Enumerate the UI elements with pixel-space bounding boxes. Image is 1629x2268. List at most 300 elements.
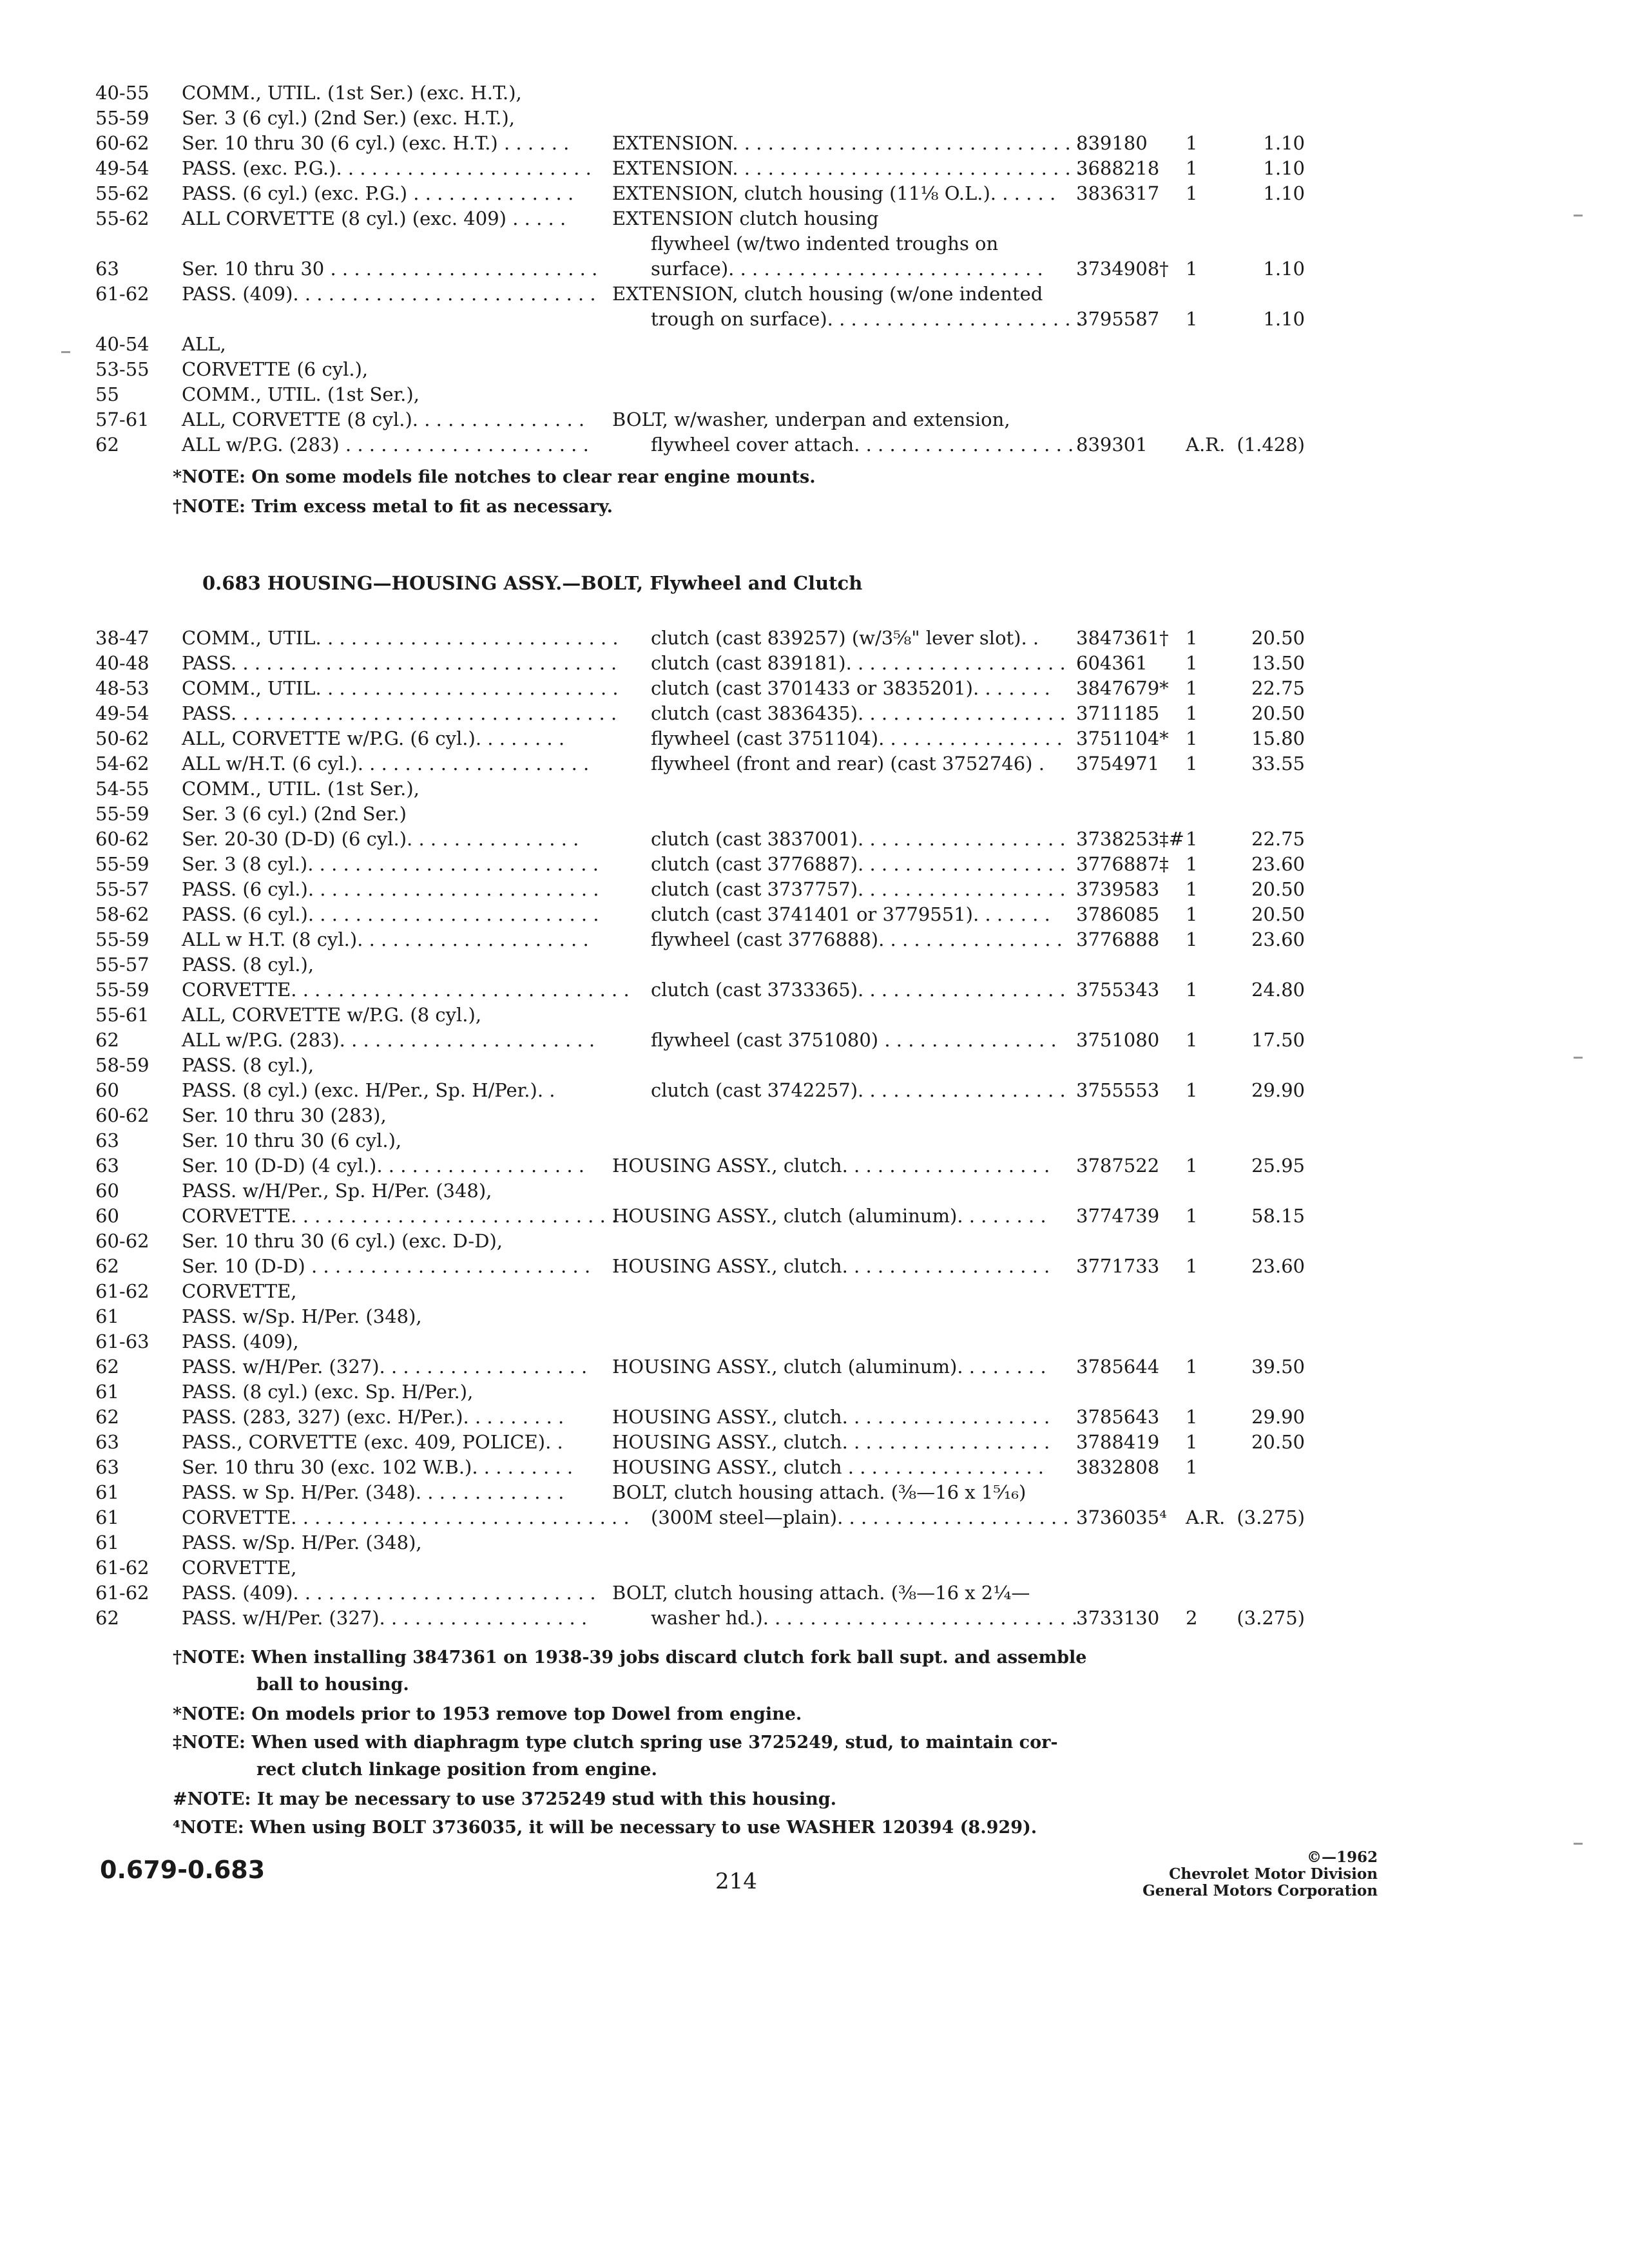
part-number: 3771733 <box>1076 1255 1160 1277</box>
table-row <box>0 927 1629 952</box>
year-range: 62 <box>95 1356 119 1378</box>
quantity: 1 <box>1186 1205 1198 1227</box>
table-row <box>0 1504 1629 1530</box>
scan-mark <box>1574 215 1583 216</box>
quantity: 1 <box>1186 903 1198 925</box>
year-range: 58-62 <box>95 903 149 925</box>
part-description: flywheel (w/two indented troughs on <box>651 233 999 255</box>
quantity: 1 <box>1186 652 1198 674</box>
price: 1.10 <box>1263 258 1305 280</box>
model-applicability: PASS. w/Sp. H/Per. (348), <box>182 1532 422 1553</box>
footnote-continuation: rect clutch linkage position from engine. <box>256 1760 657 1780</box>
part-description: BOLT, w/washer, underpan and extension, <box>612 408 1010 430</box>
model-applicability: PASS., CORVETTE (exc. 409, POLICE). . <box>182 1431 563 1453</box>
section-range: 0.679-0.683 <box>100 1856 265 1884</box>
year-range: 55-59 <box>95 928 149 950</box>
table-row <box>0 726 1629 751</box>
part-number: 3774739 <box>1076 1205 1160 1227</box>
quantity: 1 <box>1186 132 1198 154</box>
part-number: 3711185 <box>1076 702 1160 724</box>
division-name: Chevrolet Motor Division <box>1169 1865 1378 1883</box>
price: 23.60 <box>1251 1255 1305 1277</box>
part-description: flywheel (cast 3776888). . . . . . . . . . . . . . . . <box>651 928 1063 950</box>
quantity: 1 <box>1186 1406 1198 1428</box>
quantity: 1 <box>1186 727 1198 749</box>
footnote <box>173 1729 1058 1783</box>
quantity: 1 <box>1186 157 1198 179</box>
quantity: 1 <box>1186 753 1198 774</box>
model-applicability: Ser. 10 thru 30 . . . . . . . . . . . . . . . . . . . . . . . <box>182 258 598 280</box>
year-range: 53-55 <box>95 358 149 380</box>
part-number: 3776887‡ <box>1076 853 1169 875</box>
price: 20.50 <box>1251 1431 1305 1453</box>
price: 20.50 <box>1251 878 1305 900</box>
model-applicability: ALL, CORVETTE w/P.G. (6 cyl.). . . . . . . . <box>182 727 565 749</box>
part-description: HOUSING ASSY., clutch (aluminum). . . . . . . . <box>612 1356 1046 1378</box>
footnote-text: ⁴NOTE: When using BOLT 3736035, it will be necessary to use WASHER 120394 (8.929). <box>173 1818 1037 1838</box>
model-applicability: PASS. (283, 327) (exc. H/Per.). . . . . . . . . <box>182 1406 564 1428</box>
table-row <box>0 1404 1629 1430</box>
year-range: 62 <box>95 1406 119 1428</box>
year-range: 60 <box>95 1079 119 1101</box>
year-range: 63 <box>95 1155 119 1177</box>
part-description: EXTENSION. . . . . . . . . . . . . . . . . . . . . . . . . . . . . . . <box>612 157 1095 179</box>
scan-mark <box>1574 1843 1583 1845</box>
part-description: BOLT, clutch housing attach. (⅜—16 x 2¼— <box>612 1582 1030 1604</box>
part-number: 3734908† <box>1076 258 1169 280</box>
corporation-name: General Motors Corporation <box>1142 1882 1378 1899</box>
part-description: EXTENSION. . . . . . . . . . . . . . . . . . . . . . . . . . . . . . . <box>612 132 1095 154</box>
model-applicability: Ser. 10 thru 30 (exc. 102 W.B.). . . . . . . . . <box>182 1456 574 1478</box>
table-row <box>0 281 1629 307</box>
year-range: 61 <box>95 1305 119 1327</box>
price: 33.55 <box>1251 753 1305 774</box>
model-applicability: PASS. (409), <box>182 1331 299 1352</box>
table-row <box>0 1354 1629 1379</box>
part-description: flywheel (cast 3751104). . . . . . . . . . . . . . . . <box>651 727 1063 749</box>
quantity: 1 <box>1186 1431 1198 1453</box>
model-applicability: PASS. w/H/Per. (327). . . . . . . . . . . . . . . . . . <box>182 1607 588 1629</box>
price: 23.60 <box>1251 853 1305 875</box>
year-range: 50-62 <box>95 727 149 749</box>
year-range: 55-57 <box>95 878 149 900</box>
year-range: 55-59 <box>95 107 149 129</box>
copyright: ©—1962 <box>1306 1849 1378 1866</box>
part-number: 3787522 <box>1076 1155 1160 1177</box>
model-applicability: COMM., UTIL. (1st Ser.) (exc. H.T.), <box>182 82 522 104</box>
model-applicability: Ser. 20-30 (D-D) (6 cyl.). . . . . . . . . . . . . . . <box>182 828 579 850</box>
part-number: 3786085 <box>1076 903 1160 925</box>
footnote <box>173 1786 836 1813</box>
part-description: clutch (cast 3742257). . . . . . . . . . . . . . . . . . <box>651 1079 1066 1101</box>
table-row <box>0 432 1629 457</box>
quantity: 1 <box>1186 1155 1198 1177</box>
table-row <box>0 206 1629 231</box>
model-applicability: CORVETTE, <box>182 1557 297 1579</box>
model-applicability: Ser. 10 (D-D) . . . . . . . . . . . . . . . . . . . . . . . . <box>182 1255 591 1277</box>
year-range: 55-57 <box>95 954 149 975</box>
table-row <box>0 1102 1629 1128</box>
price: 39.50 <box>1251 1356 1305 1378</box>
part-description: clutch (cast 3836435). . . . . . . . . . . . . . . . . . <box>651 702 1066 724</box>
year-range: 55-59 <box>95 979 149 1001</box>
table-row <box>0 1329 1629 1354</box>
table-row <box>0 1128 1629 1153</box>
table-row <box>0 1052 1629 1078</box>
part-number: 3795587 <box>1076 308 1160 330</box>
part-description: HOUSING ASSY., clutch (aluminum). . . . . . . . <box>612 1205 1046 1227</box>
year-range: 40-54 <box>95 333 149 355</box>
part-number: 3847679* <box>1076 677 1169 699</box>
part-number: 839180 <box>1076 132 1148 154</box>
scan-mark <box>61 351 70 353</box>
model-applicability: Ser. 3 (6 cyl.) (2nd Ser.) (exc. H.T.), <box>182 107 515 129</box>
part-number: 3736035⁴ <box>1076 1506 1167 1528</box>
model-applicability: PASS. (exc. P.G.). . . . . . . . . . . . . . . . . . . . . . <box>182 157 592 179</box>
price: (3.275) <box>1237 1607 1305 1629</box>
quantity: 1 <box>1186 627 1198 649</box>
model-applicability: Ser. 10 thru 30 (6 cyl.) (exc. D-D), <box>182 1230 503 1252</box>
price: 15.80 <box>1251 727 1305 749</box>
table-row <box>0 1203 1629 1229</box>
table-row <box>0 675 1629 701</box>
part-number: 3785644 <box>1076 1356 1160 1378</box>
table-row <box>0 1555 1629 1581</box>
part-description: flywheel (front and rear) (cast 3752746) . <box>651 753 1045 774</box>
year-range: 63 <box>95 1456 119 1478</box>
table-row <box>0 700 1629 726</box>
table-row <box>0 625 1629 651</box>
year-range: 61 <box>95 1532 119 1553</box>
part-description: EXTENSION, clutch housing (11⅛ O.L.). . . . . . <box>612 182 1056 204</box>
table-row <box>0 1278 1629 1304</box>
price: 23.60 <box>1251 928 1305 950</box>
year-range: 60-62 <box>95 1230 149 1252</box>
footnote <box>173 1701 802 1728</box>
model-applicability: CORVETTE, <box>182 1280 297 1302</box>
table-row <box>0 155 1629 181</box>
table-row <box>0 826 1629 852</box>
quantity: 1 <box>1186 1356 1198 1378</box>
table-row <box>0 256 1629 282</box>
table-row <box>0 1454 1629 1480</box>
table-row <box>0 306 1629 332</box>
model-applicability: ALL w/P.G. (283). . . . . . . . . . . . . . . . . . . . . . <box>182 1029 595 1051</box>
table-row <box>0 1479 1629 1505</box>
part-description: HOUSING ASSY., clutch. . . . . . . . . . . . . . . . . . <box>612 1255 1050 1277</box>
part-number: 3738253‡# <box>1076 828 1184 850</box>
price: 1.10 <box>1263 182 1305 204</box>
year-range: 54-62 <box>95 753 149 774</box>
part-number: 3836317 <box>1076 182 1160 204</box>
year-range: 60 <box>95 1205 119 1227</box>
table-row <box>0 331 1629 357</box>
footnote-text: #NOTE: It may be necessary to use 3725249 stud with this housing. <box>173 1789 836 1809</box>
part-description: HOUSING ASSY., clutch . . . . . . . . . . . . . . . . . <box>612 1456 1045 1478</box>
part-description: EXTENSION clutch housing <box>612 207 879 229</box>
price: 25.95 <box>1251 1155 1305 1177</box>
model-applicability: PASS. (8 cyl.) (exc. Sp. H/Per.), <box>182 1381 474 1403</box>
price: 24.80 <box>1251 979 1305 1001</box>
year-range: 61-62 <box>95 1557 149 1579</box>
price: 29.90 <box>1251 1406 1305 1428</box>
part-description: EXTENSION, clutch housing (w/one indented <box>612 283 1043 305</box>
model-applicability: Ser. 10 thru 30 (6 cyl.) (exc. H.T.) . . . . . . <box>182 132 570 154</box>
footnote <box>173 1814 1037 1841</box>
part-description: flywheel (cast 3751080) . . . . . . . . . . . . . . . <box>651 1029 1057 1051</box>
quantity: 1 <box>1186 979 1198 1001</box>
quantity: 1 <box>1186 677 1198 699</box>
quantity: 1 <box>1186 1255 1198 1277</box>
part-number: 3847361† <box>1076 627 1169 649</box>
footnote <box>173 1644 1086 1698</box>
model-applicability: Ser. 10 thru 30 (6 cyl.), <box>182 1129 402 1151</box>
part-number: 3832808 <box>1076 1456 1160 1478</box>
model-applicability: Ser. 3 (6 cyl.) (2nd Ser.) <box>182 803 407 825</box>
model-applicability: PASS. (6 cyl.) (exc. P.G.) . . . . . . . . . . . . . . <box>182 182 574 204</box>
model-applicability: Ser. 3 (8 cyl.). . . . . . . . . . . . . . . . . . . . . . . . . <box>182 853 599 875</box>
table-row <box>0 1153 1629 1178</box>
model-applicability: CORVETTE. . . . . . . . . . . . . . . . . . . . . . . . . . . . . <box>182 1205 630 1227</box>
part-number: 3751104* <box>1076 727 1169 749</box>
table-row <box>0 356 1629 382</box>
model-applicability: PASS. . . . . . . . . . . . . . . . . . . . . . . . . . . . . . . . . <box>182 702 617 724</box>
quantity: 1 <box>1186 1029 1198 1051</box>
year-range: 62 <box>95 1029 119 1051</box>
part-number: 3751080 <box>1076 1029 1160 1051</box>
year-range: 61-62 <box>95 1582 149 1604</box>
part-description: clutch (cast 839181). . . . . . . . . . . . . . . . . . . <box>651 652 1066 674</box>
price: 20.50 <box>1251 702 1305 724</box>
part-description: (300M steel—plain). . . . . . . . . . . . . . . . . . . . <box>651 1506 1069 1528</box>
table-row <box>0 1530 1629 1555</box>
model-applicability: PASS. (409). . . . . . . . . . . . . . . . . . . . . . . . . . <box>182 1582 596 1604</box>
part-number: 3755343 <box>1076 979 1160 1001</box>
price: 22.75 <box>1251 828 1305 850</box>
quantity: 1 <box>1186 853 1198 875</box>
part-description: washer hd.). . . . . . . . . . . . . . . . . . . . . . . . . . . <box>651 1607 1078 1629</box>
model-applicability: PASS. w/H/Per., Sp. H/Per. (348), <box>182 1180 492 1202</box>
quantity: 1 <box>1186 702 1198 724</box>
year-range: 63 <box>95 1431 119 1453</box>
model-applicability: PASS. (8 cyl.), <box>182 954 314 975</box>
year-range: 60-62 <box>95 828 149 850</box>
table-row <box>0 180 1629 206</box>
table-row <box>0 1228 1629 1254</box>
part-description: clutch (cast 3837001). . . . . . . . . . . . . . . . . . <box>651 828 1066 850</box>
year-range: 58-59 <box>95 1054 149 1076</box>
model-applicability: PASS. (409). . . . . . . . . . . . . . . . . . . . . . . . . . <box>182 283 596 305</box>
model-applicability: ALL w H.T. (8 cyl.). . . . . . . . . . . . . . . . . . . . <box>182 928 589 950</box>
table-row <box>0 1002 1629 1028</box>
part-number: 3776888 <box>1076 928 1160 950</box>
table-row <box>0 650 1629 676</box>
table-row <box>0 407 1629 432</box>
quantity: 1 <box>1186 878 1198 900</box>
part-number: 3739583 <box>1076 878 1160 900</box>
price: (3.275) <box>1237 1506 1305 1528</box>
year-range: 55-62 <box>95 182 149 204</box>
table-row <box>0 231 1629 256</box>
model-applicability: ALL w/P.G. (283) . . . . . . . . . . . . . . . . . . . . . <box>182 434 589 456</box>
scan-mark <box>1574 1057 1583 1059</box>
quantity: 1 <box>1186 828 1198 850</box>
footnote-text: *NOTE: On models prior to 1953 remove top Dowel from engine. <box>173 1704 802 1724</box>
model-applicability: PASS. w Sp. H/Per. (348). . . . . . . . . . . . . <box>182 1481 564 1503</box>
part-description: clutch (cast 3776887). . . . . . . . . . . . . . . . . . <box>651 853 1066 875</box>
model-applicability: CORVETTE. . . . . . . . . . . . . . . . . . . . . . . . . . . . . <box>182 979 630 1001</box>
year-range: 55-61 <box>95 1004 149 1026</box>
year-range: 61 <box>95 1481 119 1503</box>
year-range: 62 <box>95 434 119 456</box>
model-applicability: COMM., UTIL. (1st Ser.), <box>182 778 419 800</box>
year-range: 60 <box>95 1180 119 1202</box>
model-applicability: ALL, CORVETTE (8 cyl.). . . . . . . . . . . . . . . <box>182 408 585 430</box>
price: 29.90 <box>1251 1079 1305 1101</box>
table-row <box>0 1253 1629 1279</box>
year-range: 62 <box>95 1255 119 1277</box>
year-range: 55 <box>95 383 119 405</box>
year-range: 40-55 <box>95 82 149 104</box>
part-description: clutch (cast 3741401 or 3779551). . . . . . . <box>651 903 1050 925</box>
table-row <box>0 1379 1629 1405</box>
footnote-text: †NOTE: When installing 3847361 on 1938-39 jobs discard clutch fork ball supt. and assemble <box>173 1648 1087 1667</box>
part-description: HOUSING ASSY., clutch. . . . . . . . . . . . . . . . . . <box>612 1406 1050 1428</box>
price: 1.10 <box>1263 157 1305 179</box>
quantity: 1 <box>1186 258 1198 280</box>
publisher-block <box>1142 1849 1378 1899</box>
model-applicability: COMM., UTIL. (1st Ser.), <box>182 383 419 405</box>
footnote-continuation: ball to housing. <box>256 1675 409 1695</box>
year-range: 60-62 <box>95 1104 149 1126</box>
quantity: A.R. <box>1186 1506 1226 1528</box>
model-applicability: ALL, <box>182 333 226 355</box>
table-row <box>0 751 1629 776</box>
part-description: HOUSING ASSY., clutch. . . . . . . . . . . . . . . . . . <box>612 1431 1050 1453</box>
part-number: 3733130 <box>1076 1607 1160 1629</box>
table-row <box>0 381 1629 407</box>
part-description: flywheel cover attach. . . . . . . . . . . . . . . . . . . <box>651 434 1074 456</box>
year-range: 55-59 <box>95 803 149 825</box>
section-title: 0.683 HOUSING—HOUSING ASSY.—BOLT, Flywheel and Clutch <box>202 572 863 594</box>
year-range: 61 <box>95 1381 119 1403</box>
part-description: HOUSING ASSY., clutch. . . . . . . . . . . . . . . . . . <box>612 1155 1050 1177</box>
table-row <box>0 952 1629 977</box>
price: 1.10 <box>1263 308 1305 330</box>
part-number: 3688218 <box>1076 157 1160 179</box>
model-applicability: PASS. w/H/Per. (327). . . . . . . . . . . . . . . . . . <box>182 1356 588 1378</box>
table-row <box>0 851 1629 877</box>
year-range: 63 <box>95 1129 119 1151</box>
year-range: 60-62 <box>95 132 149 154</box>
model-applicability: Ser. 10 thru 30 (283), <box>182 1104 387 1126</box>
part-description: clutch (cast 3701433 or 3835201). . . . . . . <box>651 677 1050 699</box>
quantity: A.R. <box>1186 434 1226 456</box>
part-description: clutch (cast 839257) (w/3⅝" lever slot). . <box>651 627 1039 649</box>
year-range: 49-54 <box>95 157 149 179</box>
model-applicability: Ser. 10 (D-D) (4 cyl.). . . . . . . . . . . . . . . . . . <box>182 1155 585 1177</box>
model-applicability: PASS. w/Sp. H/Per. (348), <box>182 1305 422 1327</box>
table-row <box>0 1178 1629 1204</box>
table-row <box>0 1605 1629 1631</box>
quantity: 1 <box>1186 1079 1198 1101</box>
model-applicability: CORVETTE (6 cyl.), <box>182 358 369 380</box>
model-applicability: COMM., UTIL. . . . . . . . . . . . . . . . . . . . . . . . . . <box>182 677 619 699</box>
footnote: *NOTE: On some models file notches to clear rear engine mounts. <box>173 467 816 487</box>
part-number: 3788419 <box>1076 1431 1160 1453</box>
part-number: 604361 <box>1076 652 1148 674</box>
year-range: 61 <box>95 1506 119 1528</box>
year-range: 61-63 <box>95 1331 149 1352</box>
table-row <box>0 130 1629 156</box>
price: 20.50 <box>1251 627 1305 649</box>
year-range: 57-61 <box>95 408 149 430</box>
quantity: 1 <box>1186 1456 1198 1478</box>
year-range: 48-53 <box>95 677 149 699</box>
part-description: clutch (cast 3737757). . . . . . . . . . . . . . . . . . <box>651 878 1066 900</box>
quantity: 2 <box>1186 1607 1198 1629</box>
table-row <box>0 801 1629 827</box>
model-applicability: PASS. (8 cyl.) (exc. H/Per., Sp. H/Per.). . <box>182 1079 555 1101</box>
table-row <box>0 977 1629 1003</box>
part-number: 3755553 <box>1076 1079 1160 1101</box>
year-range: 61-62 <box>95 283 149 305</box>
table-row <box>0 876 1629 902</box>
model-applicability: ALL w/H.T. (6 cyl.). . . . . . . . . . . . . . . . . . . . <box>182 753 590 774</box>
quantity: 1 <box>1186 182 1198 204</box>
model-applicability: PASS. (6 cyl.). . . . . . . . . . . . . . . . . . . . . . . . . <box>182 903 599 925</box>
year-range: 54-55 <box>95 778 149 800</box>
year-range: 38-47 <box>95 627 149 649</box>
price: 13.50 <box>1251 652 1305 674</box>
year-range: 63 <box>95 258 119 280</box>
part-description: clutch (cast 3733365). . . . . . . . . . . . . . . . . . <box>651 979 1066 1001</box>
table-row <box>0 80 1629 106</box>
year-range: 61-62 <box>95 1280 149 1302</box>
table-row <box>0 1077 1629 1103</box>
page-number: 214 <box>715 1869 757 1894</box>
table-row <box>0 776 1629 802</box>
model-applicability: PASS. (6 cyl.). . . . . . . . . . . . . . . . . . . . . . . . . <box>182 878 599 900</box>
part-description: surface). . . . . . . . . . . . . . . . . . . . . . . . . . . <box>651 258 1043 280</box>
price: 1.10 <box>1263 132 1305 154</box>
model-applicability: PASS. . . . . . . . . . . . . . . . . . . . . . . . . . . . . . . . . <box>182 652 617 674</box>
model-applicability: COMM., UTIL. . . . . . . . . . . . . . . . . . . . . . . . . . <box>182 627 619 649</box>
model-applicability: PASS. (8 cyl.), <box>182 1054 314 1076</box>
table-row <box>0 1027 1629 1053</box>
price: 17.50 <box>1251 1029 1305 1051</box>
year-range: 40-48 <box>95 652 149 674</box>
price: 20.50 <box>1251 903 1305 925</box>
year-range: 49-54 <box>95 702 149 724</box>
quantity: 1 <box>1186 308 1198 330</box>
part-number: 3785643 <box>1076 1406 1160 1428</box>
part-description: BOLT, clutch housing attach. (⅜—16 x 1⁵⁄₁₆) <box>612 1481 1027 1503</box>
model-applicability: ALL CORVETTE (8 cyl.) (exc. 409) . . . . . <box>182 207 566 229</box>
year-range: 55-62 <box>95 207 149 229</box>
year-range: 62 <box>95 1607 119 1629</box>
table-row <box>0 901 1629 927</box>
part-number: 3754971 <box>1076 753 1160 774</box>
price: (1.428) <box>1237 434 1305 456</box>
quantity: 1 <box>1186 928 1198 950</box>
footnote: †NOTE: Trim excess metal to fit as necessary. <box>173 497 613 517</box>
table-row <box>0 105 1629 131</box>
table-row <box>0 1429 1629 1455</box>
model-applicability: CORVETTE. . . . . . . . . . . . . . . . . . . . . . . . . . . . . <box>182 1506 630 1528</box>
table-row <box>0 1303 1629 1329</box>
price: 58.15 <box>1251 1205 1305 1227</box>
